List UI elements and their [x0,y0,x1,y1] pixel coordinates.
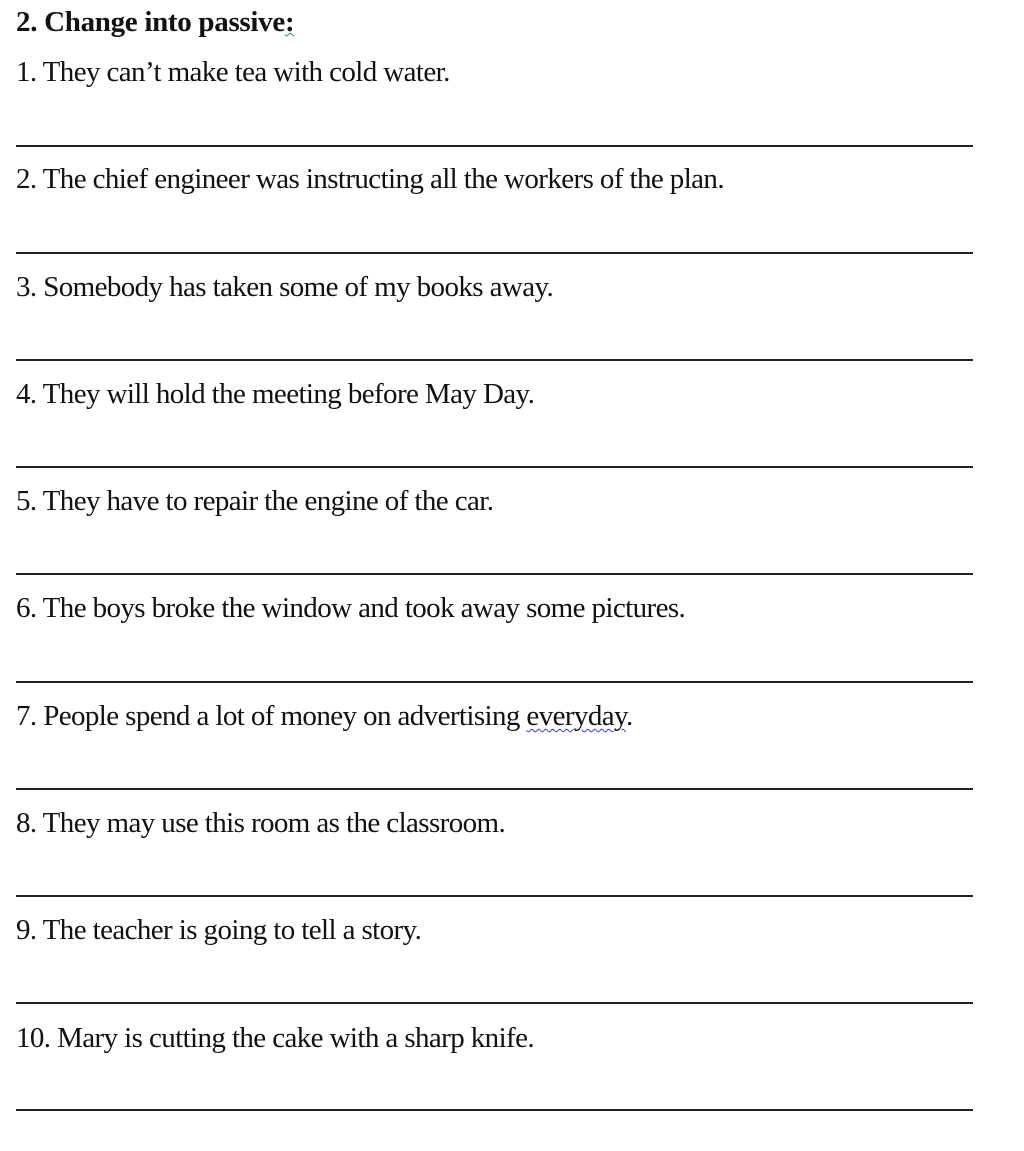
exercise-sentence: 3. Somebody has taken some of my books away. [16,271,554,303]
exercise-item-2 [16,159,976,199]
exercise-sentence: 10. Mary is cutting the cake with a sharp knife. [16,1022,535,1054]
answer-line[interactable] [16,145,973,147]
exercise-sentence-text: 7. People spend a lot of money on advertising [16,700,527,732]
exercise-item-3 [16,267,976,307]
exercise-sentence: 9. The teacher is going to tell a story. [16,914,422,946]
spellcheck-flagged-word: everyday [526,700,627,732]
answer-line[interactable] [16,1109,973,1111]
exercise-sentence: 2. The chief engineer was instructing all the workers of the plan. [16,163,724,195]
exercise-item-10 [16,1018,976,1058]
exercise-sentence: 8. They may use this room as the classroom. [16,807,506,839]
sentence-end-period: . [626,700,633,732]
exercise-sentence: 5. They have to repair the engine of the car. [16,485,494,517]
answer-line[interactable] [16,573,973,575]
exercise-sentence [16,696,976,736]
answer-line[interactable] [16,466,973,468]
exercise-item-8 [16,803,976,843]
exercise-item-7 [16,696,976,736]
exercise-heading-text: 2. Change into passive [16,6,285,38]
answer-line[interactable] [16,359,973,361]
exercise-item-5 [16,481,976,521]
answer-line[interactable] [16,895,973,897]
answer-line[interactable] [16,681,973,683]
exercise-sentence: 4. They will hold the meeting before May Day. [16,378,535,410]
exercise-item-9 [16,910,976,950]
answer-line[interactable] [16,788,973,790]
exercise-item-6 [16,588,976,628]
heading-colon: : [284,6,295,38]
exercise-heading [16,2,294,42]
exercise-item-4 [16,374,976,414]
answer-line[interactable] [16,252,973,254]
exercise-sentence: 1. They can’t make tea with cold water. [16,56,450,88]
exercise-item-1 [16,52,976,92]
answer-line[interactable] [16,1002,973,1004]
exercise-sentence: 6. The boys broke the window and took away some pictures. [16,592,686,624]
